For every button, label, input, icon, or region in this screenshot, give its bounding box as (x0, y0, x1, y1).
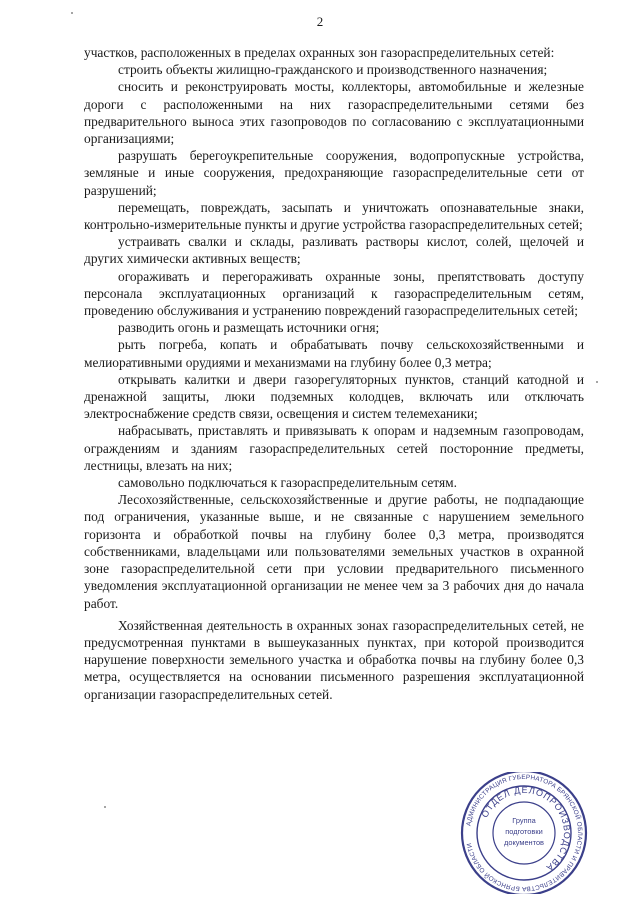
paragraph-11: набрасывать, приставлять и привязывать к опорам и надземным газопроводам, ограждениям и зданиям газораспределительных сетей посторонние предметы, лестницы, влезать на них; (84, 423, 584, 473)
office-stamp (455, 772, 593, 894)
paragraph-4: разрушать берегоукрепительные сооружения, водопропускные устройства, земляные и иные сооружения, предохраняющие газораспределительные сети от разрушений; (84, 148, 584, 198)
svg-text:подготовки: подготовки (505, 827, 543, 836)
svg-text:ОТДЕЛ ДЕЛОПРОИЗВОДСТВА: ОТДЕЛ ДЕЛОПРОИЗВОДСТВА (479, 784, 573, 874)
paragraph-13: Лесохозяйственные, сельскохозяйственные и другие работы, не подпадающие под ограничения, указанные выше, и не связанные с нарушением земельного горизонта и обработкой почвы на глубину более 0,3 метра, производятся собственниками, владельцами или пользователями земельных участков в охранной зоне газораспределительной сети при условии предварительного письменного уведомления эксплуатационной организации не менее чем за 3 рабочих дня до начала работ. (84, 492, 584, 611)
paragraph-10: открывать калитки и двери газорегуляторных пунктов, станций катодной и дренажной защиты, люки подземных колодцев, включать или отключать электроснабжение средств связи, освещения и систем телемеханики; (84, 371, 584, 422)
paragraph-1: участков, расположенных в пределах охранных зон газораспределительных сетей: (84, 45, 555, 60)
paragraph-6: устраивать свалки и склады, разливать растворы кислот, солей, щелочей и других химически активных веществ; (84, 234, 584, 267)
paragraph-9: рыть погреба, копать и обрабатывать почву сельскохозяйственными и мелиоративными орудиями и механизмами на глубину более 0,3 метра; (84, 337, 584, 370)
page-number: 2 (316, 14, 324, 29)
scan-speck (71, 12, 73, 14)
paragraph-5: перемещать, повреждать, засыпать и уничтожать опознавательные знаки, контрольно-измерительные пункты и другие устройства газораспределительных сетей; (84, 199, 584, 233)
stamp-seal-graphic (455, 772, 593, 894)
paragraph-2: строить объекты жилищно-гражданского и производственного назначения; (118, 62, 548, 78)
svg-text:АДМИНИСТРАЦИЯ ГУБЕРНАТОРА БРЯН: АДМИНИСТРАЦИЯ ГУБЕРНАТОРА БРЯНСКОЙ ОБЛАСТИ И ПРАВИТЕЛЬСТВА БРЯНСКОЙ ОБЛАСТИ (465, 773, 584, 893)
paragraph-12: самовольно подключаться к газораспределительным сетям. (118, 475, 457, 491)
svg-text:Группа: Группа (512, 816, 536, 825)
svg-text:документов: документов (504, 838, 544, 847)
paragraph-8: разводить огонь и размещать источники огня; (118, 320, 380, 336)
scan-speck (104, 806, 106, 808)
paragraph-7: огораживать и перегораживать охранные зоны, препятствовать доступу персонала эксплуатационных организаций к газораспределительным сетям, проведению обслуживания и устранению повреждений газораспределительных сетей; (84, 268, 584, 319)
paragraph-14: Хозяйственная деятельность в охранных зонах газораспределительных сетей, не предусмотренная пунктами в вышеуказанных пунктах, при которой производится нарушение поверхности земельного участка и обработка почвы на глубину более 0,3 метра, осуществляется на основании письменного разрешения эксплуатационной организации газораспределительных сетей. (84, 617, 584, 702)
body-text (84, 44, 584, 703)
scan-speck (596, 381, 598, 383)
paragraph-3: сносить и реконструировать мосты, коллекторы, автомобильные и железные дороги с расположенными на них газораспределительными сетями без предварительного выноса этих газопроводов по согласованию с эксплуатационными организациями; (84, 79, 584, 147)
